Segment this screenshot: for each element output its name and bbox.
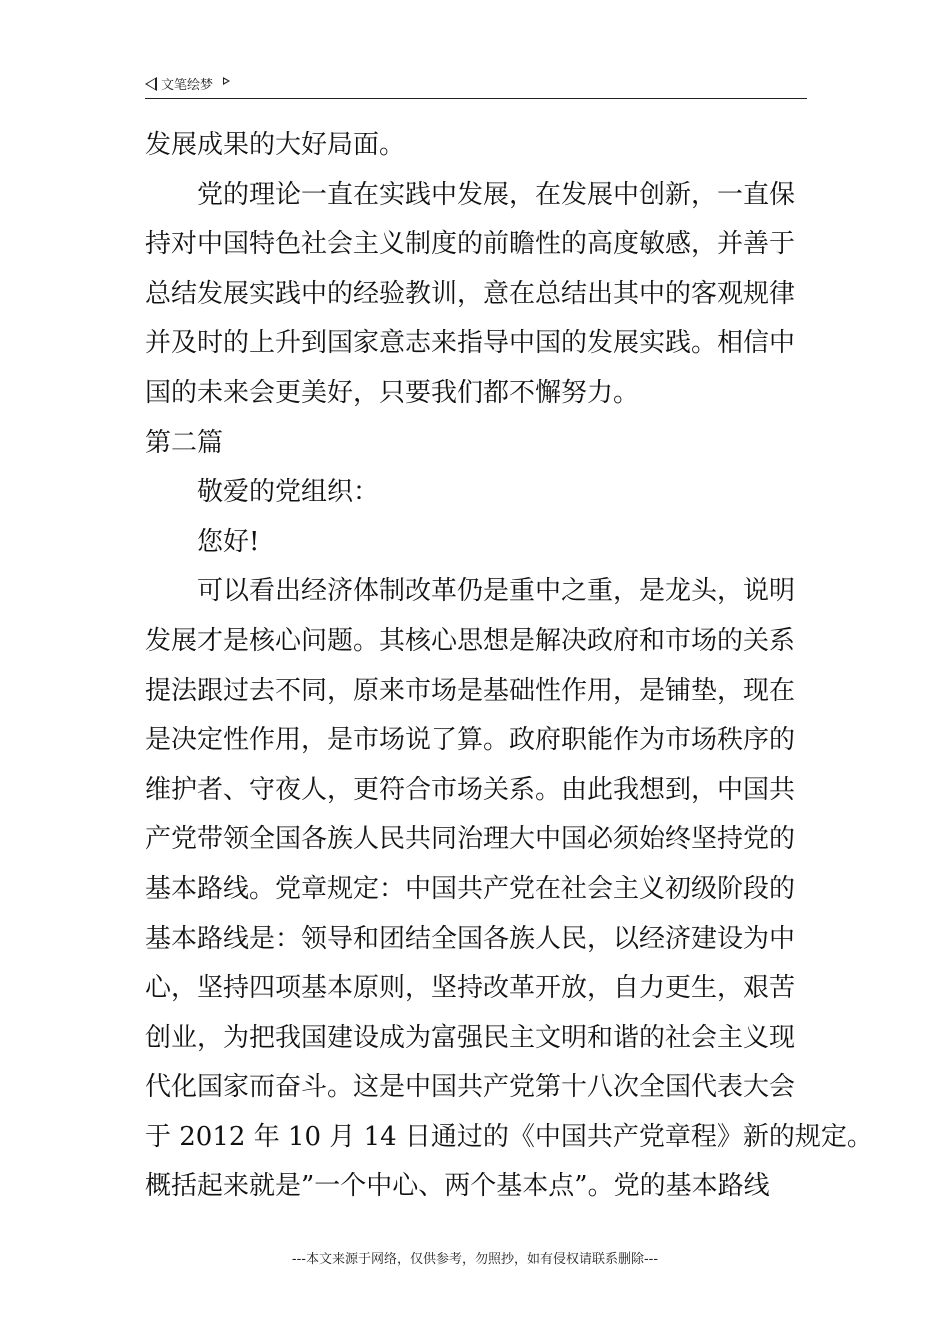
body-line: 可以看出经济体制改革仍是重中之重，是龙头，说明	[197, 576, 796, 607]
salutation: 敬爱的党组织：	[197, 477, 380, 508]
triangle-left-icon	[145, 77, 157, 91]
body-line: 并及时的上升到国家意志来指导中国的发展实践。相信中	[145, 328, 796, 359]
section-heading: 第二篇	[145, 427, 224, 458]
body-line: 提法跟过去不同，原来市场是基础性作用，是铺垫，现在	[145, 675, 796, 706]
body-line: 总结发展实践中的经验教训，意在总结出其中的客观规律	[145, 278, 796, 309]
body-line: 创业，为把我国建设成为富强民主文明和谐的社会主义现	[145, 1022, 796, 1053]
body-line: 党的理论一直在实践中发展，在发展中创新，一直保	[197, 179, 796, 210]
body-line: 于 2012 年 10 月 14 日通过的《中国共产党章程》新的规定。	[145, 1121, 873, 1152]
footer-notice: ---本文来源于网络，仅供参考，勿照抄，如有侵权请联系删除---	[291, 1252, 659, 1267]
header-brand-group	[145, 74, 230, 93]
document-body	[145, 121, 873, 1212]
triangle-right-icon	[223, 77, 230, 85]
body-line: 维护者、守夜人，更符合市场关系。由此我想到，中国共	[145, 774, 796, 805]
body-line: 产党带领全国各族人民共同治理大中国必须始终坚持党的	[145, 824, 796, 855]
body-line: 发展成果的大好局面。	[145, 130, 406, 160]
body-line: 基本路线。党章规定：中国共产党在社会主义初级阶段的	[145, 873, 796, 904]
body-line: 发展才是核心问题。其核心思想是解决政府和市场的关系	[145, 625, 796, 656]
body-line: 是决定性作用，是市场说了算。政府职能作为市场秩序的	[145, 725, 796, 756]
header-brand: 文笔绘梦	[161, 78, 214, 93]
body-line: 心，坚持四项基本原则，坚持改革开放，自力更生，艰苦	[145, 973, 796, 1004]
body-line: 国的未来会更美好，只要我们都不懈努力。	[145, 377, 640, 408]
greeting: 您好!	[197, 526, 260, 557]
body-line: 持对中国特色社会主义制度的前瞻性的高度敏感，并善于	[145, 229, 796, 260]
body-line: 概括起来就是”一个中心、两个基本点”。党的基本路线	[145, 1171, 770, 1202]
body-line: 基本路线是：领导和团结全国各族人民，以经济建设为中	[145, 923, 796, 954]
page-header	[145, 72, 807, 99]
body-line: 代化国家而奋斗。这是中国共产党第十八次全国代表大会	[145, 1072, 796, 1103]
